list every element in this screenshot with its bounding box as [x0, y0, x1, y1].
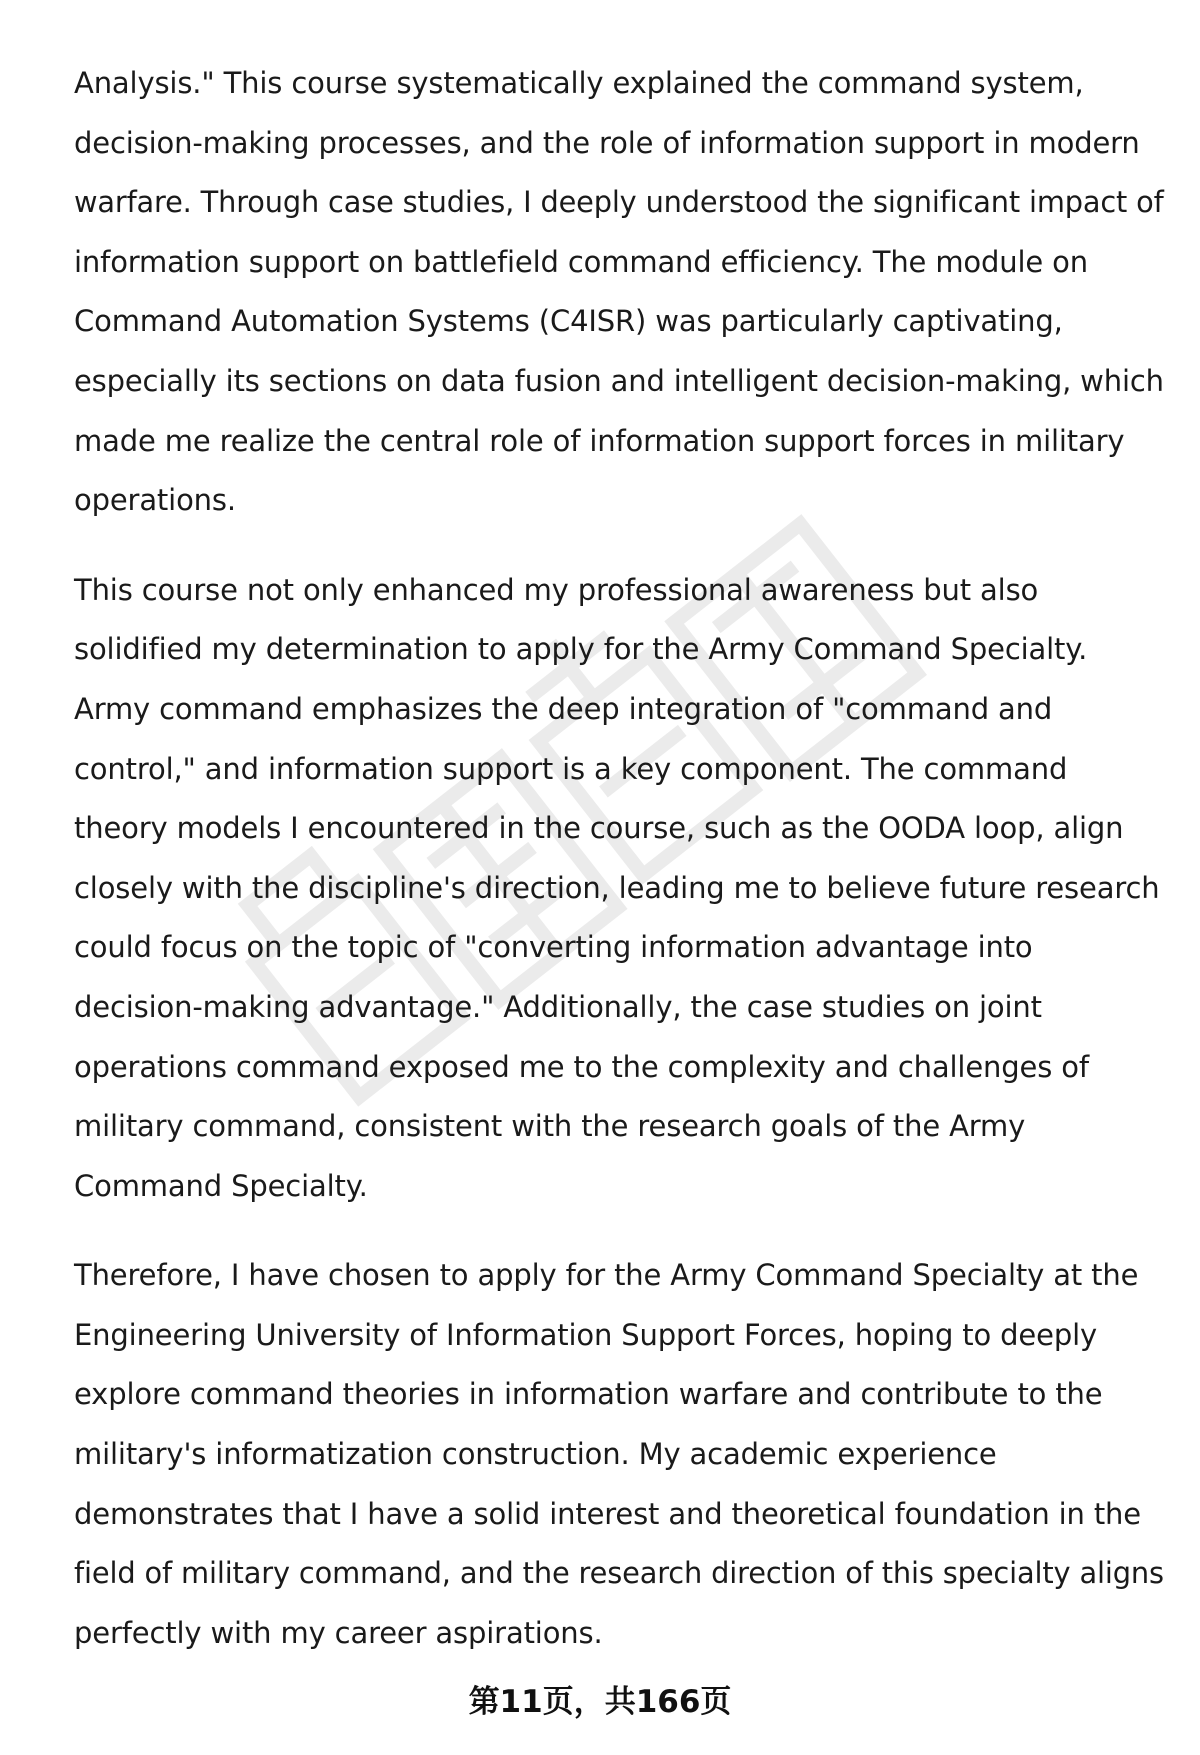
text-line: Therefore, I have chosen to apply for the Army Command Specialty at the	[74, 1258, 1139, 1293]
text-line: Command Automation Systems (C4ISR) was particularly captivating,	[74, 304, 1063, 339]
text-line: military command, consistent with the research goals of the Army	[74, 1109, 1026, 1144]
text-line: information support on battlefield command efficiency. The module on	[74, 244, 1088, 279]
text-line: decision-making processes, and the role of information support in modern	[74, 125, 1140, 160]
text-line: warfare. Through case studies, I deeply understood the significant impact of	[74, 185, 1164, 220]
text-line: theory models I encountered in the course, such as the OODA loop, align	[74, 811, 1124, 846]
text-line: Command Specialty.	[74, 1168, 368, 1203]
text-line: field of military command, and the research direction of this specialty aligns	[74, 1556, 1164, 1591]
text-line: operations command exposed me to the complexity and challenges of	[74, 1049, 1089, 1084]
text-line: decision-making advantage." Additionally, the case studies on joint	[74, 989, 1042, 1024]
text-line: demonstrates that I have a solid interest and theoretical foundation in the	[74, 1496, 1141, 1531]
text-line: This course not only enhanced my professional awareness but also	[74, 572, 1039, 607]
text-line: could focus on the topic of "converting information advantage into	[74, 930, 1033, 965]
text-line: control," and information support is a key component. The command	[74, 751, 1068, 786]
text-line: military's informatization construction. My academic experience	[74, 1437, 997, 1472]
text-line: operations.	[74, 483, 236, 518]
page-number-footer: 第11页，共166页	[468, 1684, 732, 1720]
text-line: especially its sections on data fusion and intelligent decision-making, which	[74, 363, 1164, 398]
text-line: made me realize the central role of information support forces in military	[74, 423, 1125, 458]
text-line: closely with the discipline's direction, leading me to believe future research	[74, 870, 1160, 905]
text-line: perfectly with my career aspirations.	[74, 1615, 603, 1650]
text-line: Engineering University of Information Support Forces, hoping to deeply	[74, 1317, 1097, 1352]
paragraph-1	[74, 54, 1164, 531]
text-line: Army command emphasizes the deep integration of "command and	[74, 691, 1053, 726]
text-line: explore command theories in information warfare and contribute to the	[74, 1377, 1103, 1412]
paragraph-2	[74, 561, 1164, 1217]
paragraph-3	[74, 1246, 1164, 1663]
text-line: solidified my determination to apply for the Army Command Specialty.	[74, 632, 1088, 667]
document-body	[74, 54, 1164, 1693]
text-line: Analysis." This course systematically explained the command system,	[74, 66, 1084, 100]
